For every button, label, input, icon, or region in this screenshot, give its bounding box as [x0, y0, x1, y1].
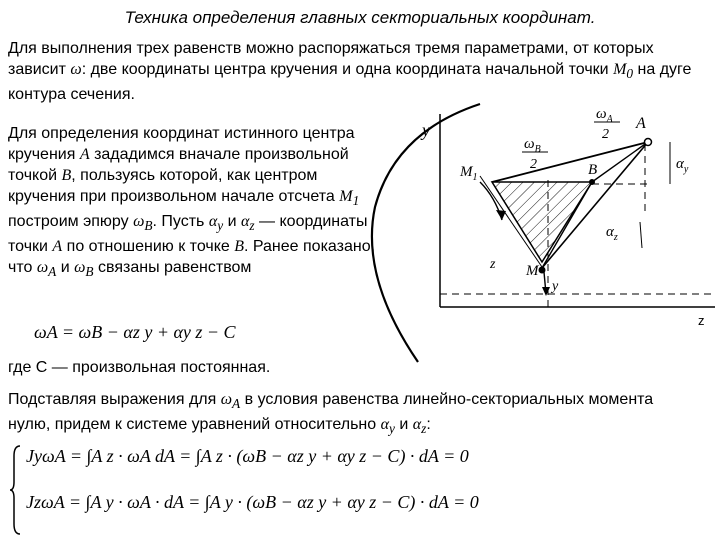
- equation-system: [8, 444, 478, 536]
- equation-j-y: JyωA = ∫A z · ωA dA = ∫A z · (ωB − αz y + αy z − C) · dA = 0: [26, 446, 469, 466]
- contour-arc: [372, 104, 480, 362]
- svg-text:A: A: [636, 115, 646, 132]
- svg-text:M1: $M_1$: [460, 164, 478, 183]
- left-brace-icon: [8, 444, 24, 536]
- svg-text:2: 2: [602, 127, 609, 142]
- epure-hatched: [492, 182, 592, 262]
- svg-text:B: B: [588, 162, 598, 178]
- text: Для выполнения трех равенств можно распоряжаться тремя параметрами, от которых зависит: [8, 40, 654, 78]
- svg-text:αy: $\alpha_y$: [676, 156, 689, 175]
- text: : две координаты центра кручения и одна координата начальной точки: [81, 61, 614, 78]
- equation-j-z: JzωA = ∫A y · ωA · dA = ∫A y · (ωB − αz y + αy z − C) · dA = 0: [26, 492, 479, 512]
- text: на дуге контура сечения.: [8, 61, 692, 104]
- slide-title: Техника определения главных секториальных координат.: [124, 8, 596, 27]
- equation-omega-a: ωA = ωB − αz y + αy z − C: [34, 322, 236, 342]
- svg-text:z: z: [698, 313, 705, 328]
- paragraph-method: Для определения координат истинного центра кручения A зададимся вначале произвольной точкой B, пользуясь которой, как центром кручения при произвольном начале отсчета $M_1$ построим эпюру $\omega_B$. Пусть $\alpha_y$ и $\alpha_z$ — координаты точки A по отношению к точке B. Ранее показано, что $\omega_A$ и $\omega_B$ связаны равенством: [8, 125, 376, 280]
- paragraph-substitution: Подставляя выражения для $\omega_A$ в условия равенства линейно-секториальных момента нулю, придем к системе уравнений относительно $\alpha_y$ и $\alpha_z$:: [8, 391, 654, 437]
- svg-text:ωA: $\omega_A$: [596, 106, 613, 125]
- svg-text:z: z: [490, 257, 496, 272]
- symbol-omega: ω: [70, 61, 82, 78]
- svg-text:y: y: [552, 279, 559, 294]
- svg-text:y: y: [422, 120, 430, 140]
- svg-text:ωB: $\omega_B$: [524, 136, 541, 155]
- sectorial-diagram: [330, 92, 720, 367]
- symbol-m0: $M_0$: [613, 61, 634, 82]
- svg-text:αz: $\alpha_z$: [606, 224, 618, 243]
- svg-text:M: M: [526, 263, 539, 279]
- svg-text:2: 2: [530, 157, 537, 172]
- paragraph-constant: где С — произвольная постоянная.: [8, 359, 271, 376]
